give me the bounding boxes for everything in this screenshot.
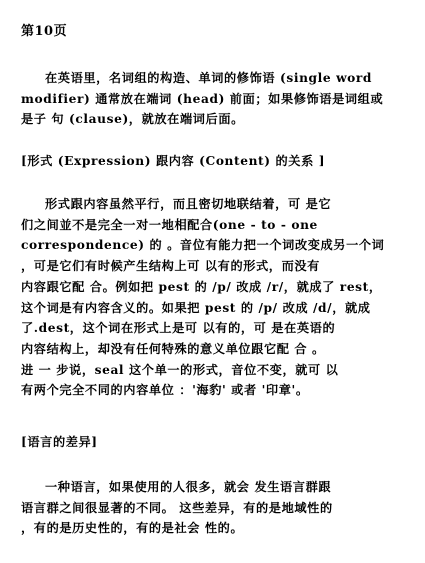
text-line: 了.dest，这个词在形式上是可 以有的，可 是在英语的 xyxy=(21,321,336,336)
paragraph-language-differences xyxy=(21,477,411,539)
text-line: 内容跟它配 合。例如把 pest 的 /p/ 改成 /r/，就成了 rest， xyxy=(21,279,382,294)
text-line: 内容结构上，却没有任何特殊的意义单位跟它配 合 。 xyxy=(21,341,325,356)
text-line xyxy=(21,194,411,215)
text-line: 这个词是有内容含义的。如果把 pest 的 /p/ 改成 /d/，就成 xyxy=(21,300,371,315)
text-line xyxy=(21,68,411,89)
text-line: ，可是它们有时候产生结构上可 以有的形式，而没有 xyxy=(21,259,320,274)
text-line: 们之间並不是完全一对一地相配合(one - to - one xyxy=(21,217,318,232)
text-line: correspondence) 的 。音位有能力把一个词改变成另一个词 xyxy=(21,238,385,253)
paragraph-noun-phrase xyxy=(21,68,411,130)
text-line-content: 在英语里，名词组的构造、单词的修饰语 (single word xyxy=(45,71,373,85)
paragraph-expression-content xyxy=(21,194,411,401)
text-line: 是子 句 (clause)，就放在端词后面。 xyxy=(21,112,244,127)
text-line-content: 一种语言，如果使用的人很多，就会 发生语言群跟 xyxy=(45,480,332,494)
text-line: 进 一 步说，seal 这个单一的形式，音位不变，就可 以 xyxy=(21,362,339,377)
text-line xyxy=(21,477,411,498)
section-heading-expression-content: [形式 (Expression) 跟内容 (Content) 的关系 ] xyxy=(21,154,326,168)
text-line: 语言群之间很显著的不同。 这些差异，有的是地域性的 xyxy=(21,500,333,515)
section-heading-language-differences: [语言的差异] xyxy=(21,435,98,449)
text-line: ，有的是历史性的，有的是社会 性的。 xyxy=(21,521,244,536)
text-line-content: 形式跟内容虽然平行，而且密切地联结着，可 是它 xyxy=(45,197,332,211)
text-line: 有两个完全不同的内容单位 ：'海豹' 或者 '印章'。 xyxy=(21,383,309,398)
text-line: modifier) 通常放在端词 (head) 前面；如果修饰语是词组或 xyxy=(21,91,384,106)
page-number: 第10页 xyxy=(21,24,68,39)
